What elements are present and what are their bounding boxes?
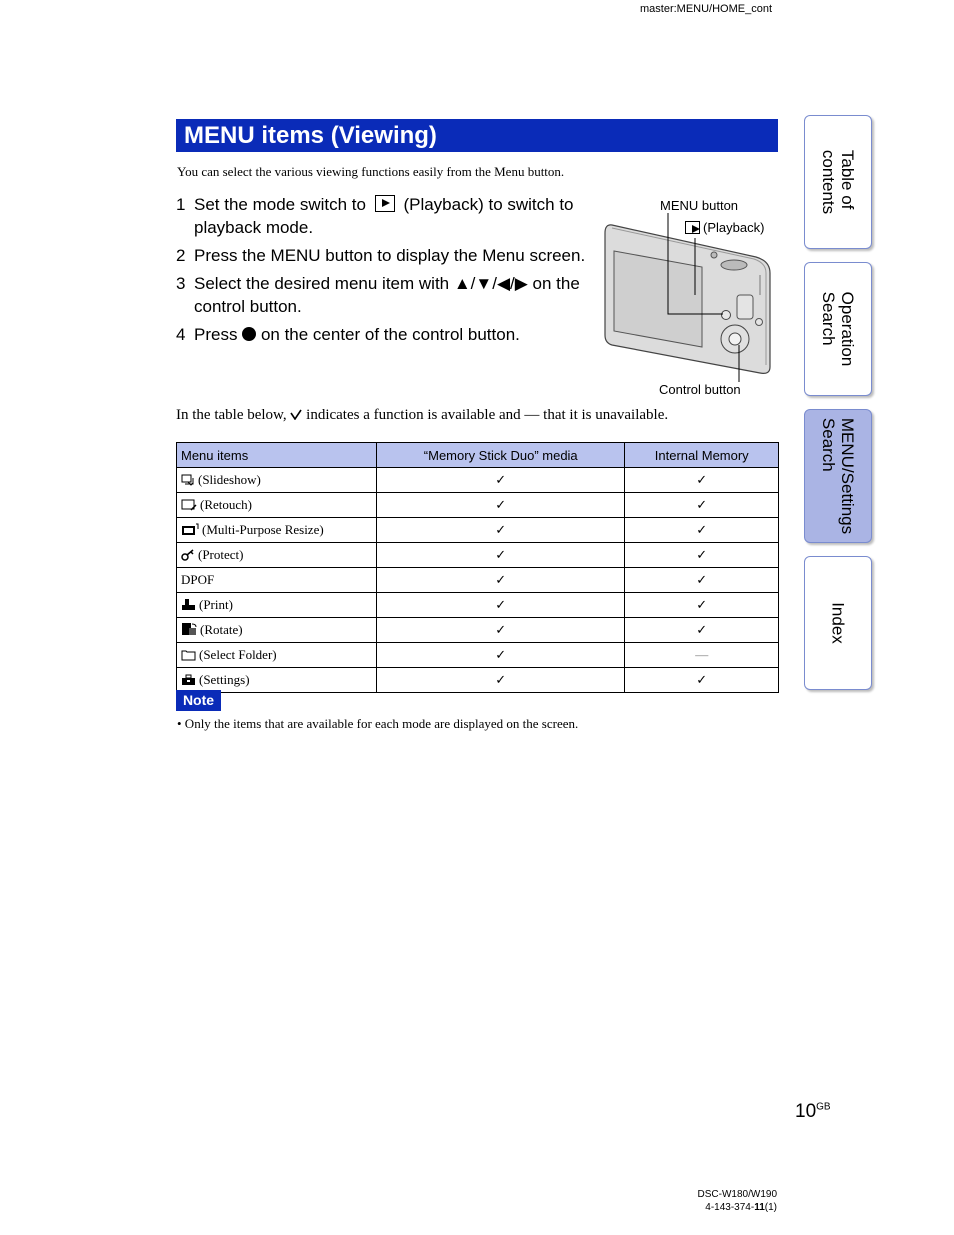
menu-item-cell xyxy=(177,593,377,618)
col-memory-stick: “Memory Stick Duo” media xyxy=(377,443,625,468)
internal-cell: ✓ xyxy=(625,568,779,593)
tab-label: Index xyxy=(828,602,848,644)
msd-cell: ✓ xyxy=(377,568,625,593)
menu-item-cell xyxy=(177,668,377,693)
note-badge: Note xyxy=(176,690,221,711)
table-row xyxy=(177,468,779,493)
internal-cell: ✓ xyxy=(625,668,779,693)
step-number: 3 xyxy=(176,274,186,293)
page-number xyxy=(795,1101,831,1123)
table-row xyxy=(177,643,779,668)
menu-item-cell xyxy=(177,543,377,568)
msd-cell: ✓ xyxy=(377,668,625,693)
footer-code-suffix: (1) xyxy=(764,1202,777,1213)
step-text: (Playback) to switch to playback mode. xyxy=(194,195,574,237)
folder-icon xyxy=(181,649,196,661)
callout-lines xyxy=(660,210,750,385)
step-2 xyxy=(176,244,586,267)
multi-resize-icon xyxy=(181,523,199,536)
page-number-suffix: GB xyxy=(816,1101,831,1113)
internal-cell: ✓ xyxy=(625,468,779,493)
step-text: Set the mode switch to xyxy=(194,195,366,214)
table-row xyxy=(177,493,779,518)
table-row xyxy=(177,668,779,693)
menu-item-label: DPOF xyxy=(181,572,215,587)
menu-item-cell xyxy=(177,518,377,543)
menu-item-label: (Slideshow) xyxy=(198,472,261,487)
table-row xyxy=(177,593,779,618)
col-menu-items: Menu items xyxy=(177,443,377,468)
menu-item-label: (Rotate) xyxy=(200,622,243,637)
menu-item-cell xyxy=(177,643,377,668)
check-icon xyxy=(290,409,302,420)
availability-before: In the table below, xyxy=(176,407,287,423)
footer-code xyxy=(640,1201,777,1214)
tab-label: Operation Search xyxy=(819,291,857,367)
table-row xyxy=(177,543,779,568)
step-number: 2 xyxy=(176,246,186,265)
step-4 xyxy=(176,323,586,346)
internal-cell: ✓ xyxy=(625,493,779,518)
footer-code-prefix: 4-143-374- xyxy=(705,1202,755,1213)
step-number: 4 xyxy=(176,325,186,344)
menu-item-cell xyxy=(177,568,377,593)
doc-code: master:MENU/HOME_cont xyxy=(640,3,773,15)
toolbox-icon xyxy=(181,674,196,686)
playback-label-group xyxy=(685,220,764,235)
page-title: MENU items (Viewing) xyxy=(184,122,437,149)
note-text: • Only the items that are available for each mode are displayed on the screen. xyxy=(177,716,579,731)
msd-cell: ✓ xyxy=(377,468,625,493)
protect-key-icon xyxy=(181,549,195,561)
internal-cell: — xyxy=(625,643,779,668)
msd-cell: ✓ xyxy=(377,493,625,518)
step-1 xyxy=(176,193,586,239)
step-text: Press the MENU button to display the Menu screen. xyxy=(194,246,586,265)
step-text: Press xyxy=(194,325,238,344)
footer-code-bold: 11 xyxy=(754,1202,765,1213)
menu-item-cell xyxy=(177,493,377,518)
menu-item-cell xyxy=(177,468,377,493)
control-button-label: Control button xyxy=(659,382,741,397)
msd-cell: ✓ xyxy=(377,543,625,568)
step-text: on the center of the control button. xyxy=(260,325,520,344)
rotate-icon xyxy=(181,622,197,636)
table-row xyxy=(177,568,779,593)
step-text: Select the desired menu item with ▲/▼/◀/▶ on the control button. xyxy=(194,274,580,316)
internal-cell: ✓ xyxy=(625,543,779,568)
title-bar xyxy=(176,119,778,152)
table-header-row xyxy=(177,443,779,468)
menu-button-label: MENU button xyxy=(660,198,739,213)
menu-item-label: (Print) xyxy=(199,597,233,612)
intro-text: You can select the various viewing functions easily from the Menu button. xyxy=(177,164,565,179)
menu-item-label: (Select Folder) xyxy=(199,647,277,662)
internal-cell: ✓ xyxy=(625,593,779,618)
playback-icon xyxy=(375,195,395,212)
availability-after: indicates a function is available and — that it is unavailable. xyxy=(306,407,669,423)
msd-cell: ✓ xyxy=(377,518,625,543)
menu-item-label: (Retouch) xyxy=(200,497,252,512)
tab-operation-search[interactable] xyxy=(804,262,872,396)
playback-label: (Playback) xyxy=(703,220,765,235)
msd-cell: ✓ xyxy=(377,618,625,643)
tab-menu-settings-search[interactable] xyxy=(804,409,872,543)
availability-text xyxy=(176,407,668,424)
step-3 xyxy=(176,272,586,318)
menu-item-label: (Protect) xyxy=(198,547,244,562)
table-row xyxy=(177,618,779,643)
step-number: 1 xyxy=(176,195,186,214)
table-row xyxy=(177,518,779,543)
menu-items-table xyxy=(176,442,779,693)
menu-item-cell xyxy=(177,618,377,643)
tab-label: Table of contents xyxy=(819,149,857,215)
print-icon xyxy=(181,598,196,611)
tab-index[interactable] xyxy=(804,556,872,690)
menu-item-label: (Multi-Purpose Resize) xyxy=(202,522,324,537)
steps-list xyxy=(176,193,586,351)
footer xyxy=(640,1188,777,1214)
playback-icon xyxy=(685,221,700,234)
internal-cell: ✓ xyxy=(625,618,779,643)
center-button-icon xyxy=(242,327,256,341)
tab-label: MENU/Settings Search xyxy=(819,417,857,535)
msd-cell: ✓ xyxy=(377,643,625,668)
internal-cell: ✓ xyxy=(625,518,779,543)
slideshow-icon xyxy=(181,474,195,486)
retouch-icon xyxy=(181,499,197,511)
msd-cell: ✓ xyxy=(377,593,625,618)
menu-item-label: (Settings) xyxy=(199,672,250,687)
footer-model: DSC-W180/W190 xyxy=(697,1189,777,1200)
page-number-value: 10 xyxy=(795,1101,817,1122)
col-internal-memory: Internal Memory xyxy=(625,443,779,468)
tab-table-of-contents[interactable] xyxy=(804,115,872,249)
